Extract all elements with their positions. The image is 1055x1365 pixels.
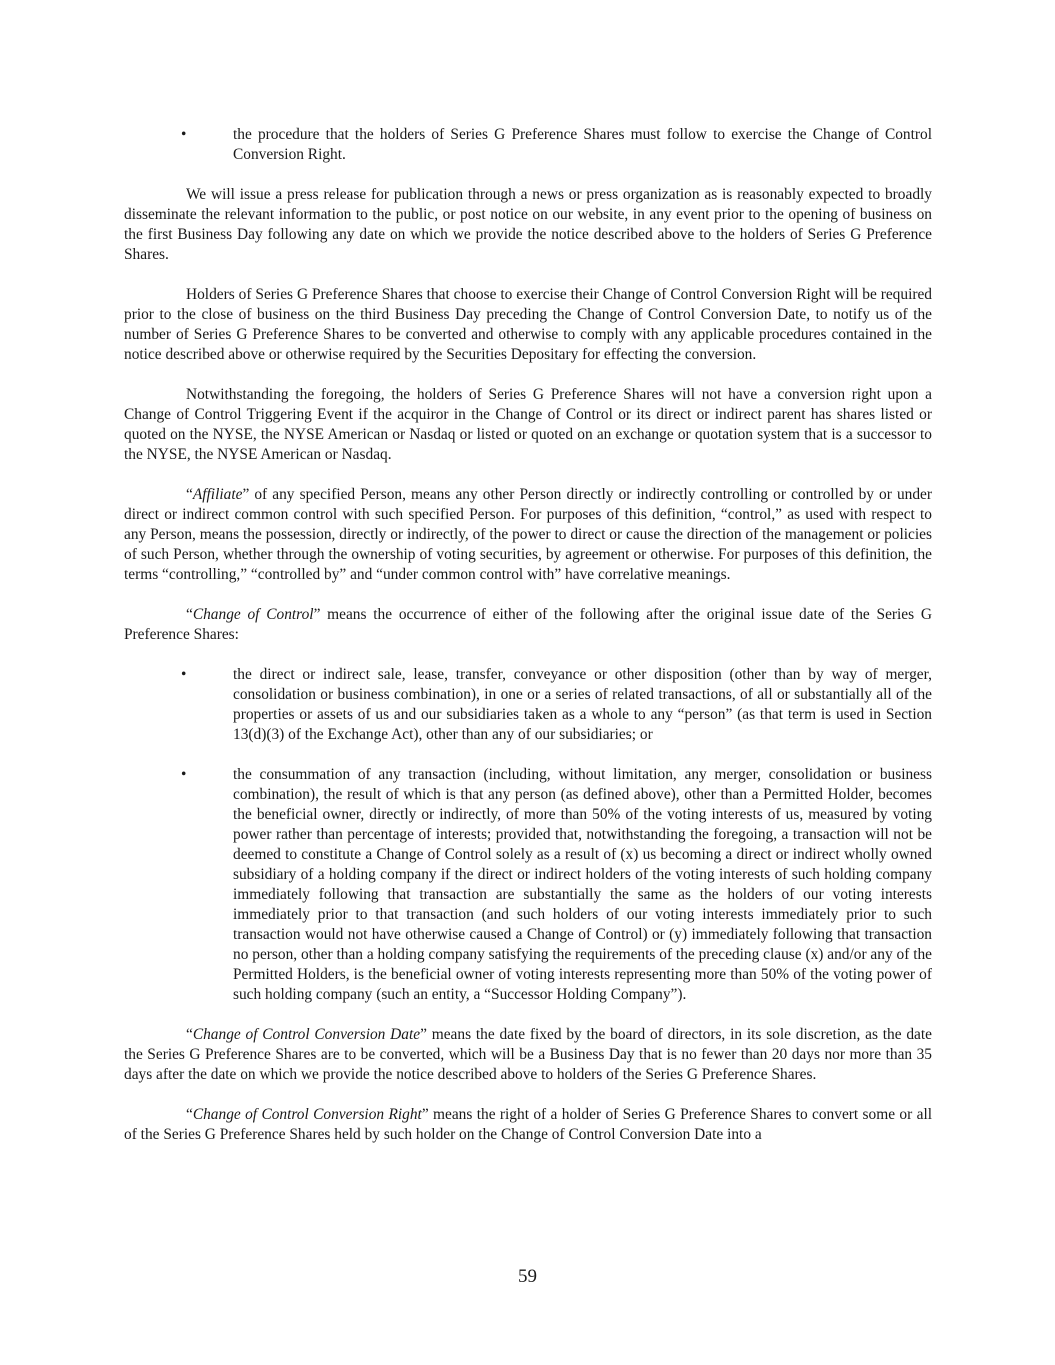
bullet-icon: • (181, 766, 187, 783)
page-number: 59 (518, 1266, 537, 1287)
definition-body: ” means the date fixed by the board of directors, in its sole discretion, as the date the Series G Preference Shares are to be converted, which will be a Business Day that is no fewer than 20 days nor more than 35 days after the date on which we provide the notice described above to holders of the Series G Preference Shares. (124, 1026, 932, 1083)
definition-conversion-date (124, 1025, 932, 1085)
paragraph-notwithstanding: Notwithstanding the foregoing, the holders of Series G Preference Shares will not have a conversion right upon a Change of Control Triggering Event if the acquiror in the Change of Control or its direct or indirect parent has shares listed or quoted on the NYSE, the NYSE American or Nasdaq or listed or quoted on an exchange or quotation system that is a successor to the NYSE, the NYSE American or Nasdaq. (124, 386, 932, 463)
bullet-text: the direct or indirect sale, lease, transfer, conveyance or other disposition (other than by way of merger, consolidation or business combination), in one or a series of related transactions, of all or substantially all of the properties or assets of us and our subsidiaries taken as a whole to any “person” (as that term is used in Section 13(d)(3) of the Exchange Act), other than any of our subsidiaries; or (233, 666, 932, 743)
defined-term-affiliate: Affiliate (192, 486, 243, 503)
bullet-text: the consummation of any transaction (including, without limitation, any merger, consolidation or business combination), the result of which is that any person (as defined above), other than a Permitted Holder, becomes the beneficial owner, directly or indirectly, of more than 50% of the voting interests of us, measured by voting power rather than percentage of interests; provided that, notwithstanding the foregoing, a transaction will not be deemed to constitute a Change of Control solely as a result of (x) us becoming a direct or indirect wholly owned subsidiary of a holding company if the direct or indirect holders of the voting interests of such holding company immediately following that transaction are substantially the same as the holders of our voting interests immediately prior to that transaction (and such holders of our voting interests immediately prior to such transaction would not have otherwise caused a Change of Control) or (y) immediately following that transaction no person, other than a holding company satisfying the requirements of the preceding clause (x) and/or any of the Permitted Holders, is the beneficial owner of voting interests representing more than 50% of the voting power of such holding company (such an entity, a “Successor Holding Company”). (233, 766, 932, 1003)
paragraph-holders: Holders of Series G Preference Shares that choose to exercise their Change of Control Conversion Right will be required prior to the close of business on the third Business Day preceding the Change of Control Conversion Date, to notify us of the number of Series G Preference Shares to be converted and otherwise to comply with any applicable procedures contained in the notice described above or otherwise required by the Securities Depositary for effecting the conversion. (124, 286, 932, 363)
defined-term-conversion-right: Change of Control Conversion Right (192, 1106, 422, 1123)
definition-body: ” means the occurrence of either of the following after the original issue date of the Series G Preference Shares: (124, 606, 932, 643)
open-quote: “ (186, 1026, 193, 1043)
bullet-item-sale (124, 665, 932, 745)
paragraph-press-release: We will issue a press release for publication through a news or press organization as is reasonably expected to broadly disseminate the relevant information to the public, or post notice on our website, in any event prior to the opening of business on the first Business Day following any date on which we provide the notice described above to the holders of Series G Preference Shares. (124, 186, 932, 263)
defined-term-conversion-date: Change of Control Conversion Date (192, 1026, 421, 1043)
definition-body: ” means the right of a holder of Series G Preference Shares to convert some or all of the Series G Preference Shares held by such holder on the Change of Control Conversion Date into a (124, 1106, 932, 1143)
document-page (124, 125, 932, 1165)
definition-affiliate (124, 485, 932, 585)
definition-change-of-control (124, 605, 932, 645)
bullet-text: the procedure that the holders of Series G Preference Shares must follow to exercise the Change of Control Conversion Right. (233, 126, 932, 163)
open-quote: “ (186, 606, 193, 623)
bullet-icon: • (181, 666, 187, 683)
definition-body: ” of any specified Person, means any other Person directly or indirectly controlling or controlled by or under direct or indirect common control with such specified Person. For purposes of this definition, “control,” as used with respect to any Person, means the possession, directly or indirectly, of the power to direct or cause the direction of the management or policies of such Person, whether through the ownership of voting securities, by agreement or otherwise. For purposes of this definition, the terms “controlling,” “controlled by” and “under common control with” have correlative meanings. (124, 486, 932, 583)
bullet-item-procedure (124, 125, 932, 165)
open-quote: “ (186, 486, 193, 503)
bullet-icon: • (181, 126, 187, 143)
bullet-item-consummation (124, 765, 932, 1005)
defined-term-change-of-control: Change of Control (192, 606, 314, 623)
definition-conversion-right (124, 1105, 932, 1145)
open-quote: “ (186, 1106, 193, 1123)
